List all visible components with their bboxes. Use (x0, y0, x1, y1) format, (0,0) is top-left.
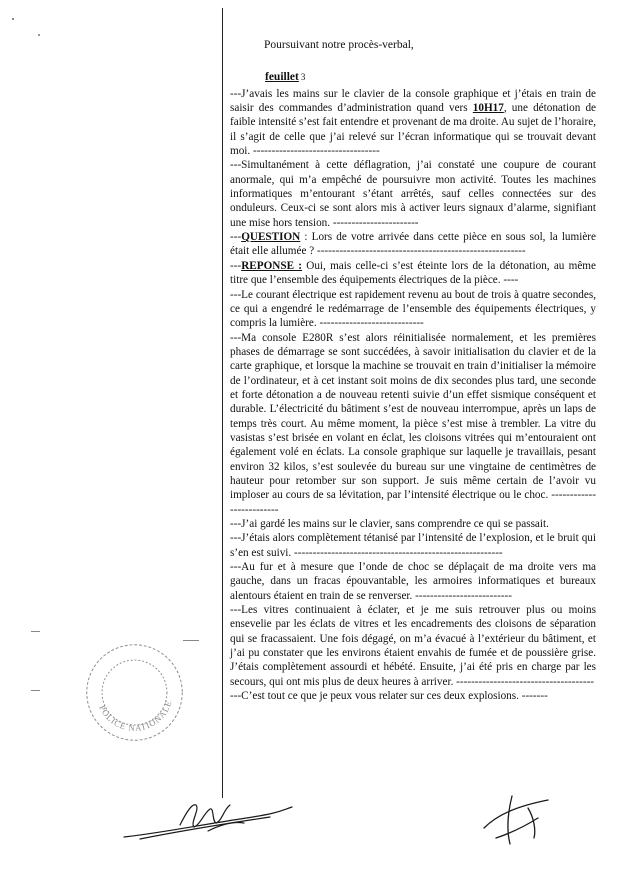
time-value: 10H17 (472, 102, 504, 115)
margin-tick (31, 690, 40, 691)
margin-rule (222, 8, 223, 798)
statement-paragraph (230, 517, 596, 531)
statement-paragraph (230, 689, 596, 703)
paragraph-list (230, 87, 596, 704)
paragraph-text: : Lors de votre arrivée dans cette pièce en sous sol, la lumière était elle allumée ? -------------------------------------------------------- (230, 231, 596, 258)
statement-paragraph (230, 560, 596, 603)
stamp-text: POLICE NATIONALE (97, 698, 174, 733)
paragraph-text: ---J’ai gardé les mains sur le clavier, sans comprendre ce qui se passait. (230, 518, 549, 530)
statement-paragraph (230, 230, 596, 259)
svg-text:POLICE NATIONALE (97, 699, 173, 733)
paragraph-text: ---C’est tout ce que je peux vous relater sur ces deux explosions. ------- (230, 690, 548, 703)
paragraph-text: ---Les vitres continuaient à éclater, et je me suis retrouver plus ou moins ensevelie par les éclats de vitres et les encadrements des cloisons de séparation qui se fracassaient. Une fois dégagé, on m’a évacué à l’extérieur du bâtiment, et j’ai pu constater que les environs étaient envahis de fumée et de poussière grise. J’étais complètement assourdi et hébété. Ensuite, j’ai été pris en charge par les secours, qui ont mis plus de deux heures à arriver. ------------------------------------- (230, 604, 596, 688)
sheet-number: 3 (300, 72, 306, 83)
paragraph-text: ---J’avais les mains sur le clavier de la console graphique et j’étais en train de saisir des commandes d’administration quand vers (230, 87, 596, 115)
paragraph-text: Oui, mais celle-ci s’est éteinte lors de la détonation, au même titre que l’ensemble des équipements électriques de la pièce. ---- (230, 259, 596, 287)
statement-paragraph (230, 331, 596, 517)
paragraph-text: --- (230, 231, 242, 244)
statement-paragraph (230, 87, 596, 159)
sheet-header (230, 70, 596, 84)
paragraph-text: ---Ma console E280R s’est alors réinitialisée normalement, et les premières phases de démarrage se sont succédées, à savoir initialisation du clavier et de la carte graphique, et lorsque la machine se trouvait en train d’initialiser la mémoire de l’ordinateur, et à cet instant soit moins de dix secondes plus tard, une seconde et forte détonation a de nouveau retenti suivie d’un effet sismique conséquent et durable. L’électricité du bâtiment s’est de nouveau interrompue, après un laps de temps très court. Au même moment, la pièce s’est mise à trembler. La vitre du vasistas s’est brisée en volant en éclat, les cloisons vitrées qui m’entouraient ont également volé en éclats. La console graphique sur laquelle je travaillais, pesant environ 32 kilos, s’est soulevée du bureau sur une vingtaine de centimètres de hauteur pour retomber sur son support. Je suis même certain de l’avoir vu imploser au cours de sa lévitation, par l’intensité électrique ou le choc. ------------------------- (230, 331, 596, 516)
statement-paragraph (230, 531, 596, 560)
paragraph-text: ---Le courant électrique est rapidement revenu au bout de trois à quatre secondes, ce qui a engendré le redémarrage de l’ensemble des équipements électriques, y compris la lumière. ---------------------------- (230, 288, 596, 330)
paragraph-text: ---J’étais alors complètement tétanisé par l’intensité de l’explosion, et le bruit qui s’en est suivi. -------------------------------------------------------- (230, 532, 596, 559)
margin-tick (31, 631, 40, 632)
statement-paragraph (230, 158, 596, 230)
statement-paragraph (230, 288, 596, 331)
scan-speck (38, 34, 40, 36)
police-stamp (82, 640, 187, 745)
statement-paragraph (230, 259, 596, 288)
statement-text (230, 38, 596, 703)
scan-speck (12, 18, 14, 20)
signature-right (478, 788, 558, 850)
intro-line: Poursuivant notre procès-verbal, (264, 39, 414, 51)
statement-paragraph (230, 603, 596, 689)
section-label: QUESTION (241, 231, 301, 244)
sheet-label: feuillet (265, 71, 299, 84)
signature-left (120, 795, 295, 845)
paragraph-text: , une détonation de faible intensité s’est fait entendre et provenant de ma droite. Au sujet de l’horaire, il s’agit de celle que j’ai relevé sur l’écran informatique qui se trouvait devant moi. ---------------------------------- (230, 102, 597, 158)
paragraph-text: ---Simultanément à cette déflagration, j’ai constaté une coupure de courant anormale, qui m’a empêché de poursuivre mon activité. Toutes les machines informatiques m’entourant s’étant arrêtés, sauf celles connectées sur des onduleurs. Ceux-ci se sont alors mis à activer leurs signaux d’alarme, signifiant une mise hors tension. ----------------------- (230, 159, 596, 229)
paragraph-text: ---Au fur et à mesure que l’onde de choc se déplaçait de ma droite vers ma gauche, dans un fracas épouvantable, les armoires informatiques et bureaux alentours étaient en train de se renverser. -------------------------- (230, 561, 596, 602)
section-label: REPONSE : (241, 259, 302, 272)
paragraph-text: --- (230, 259, 242, 272)
